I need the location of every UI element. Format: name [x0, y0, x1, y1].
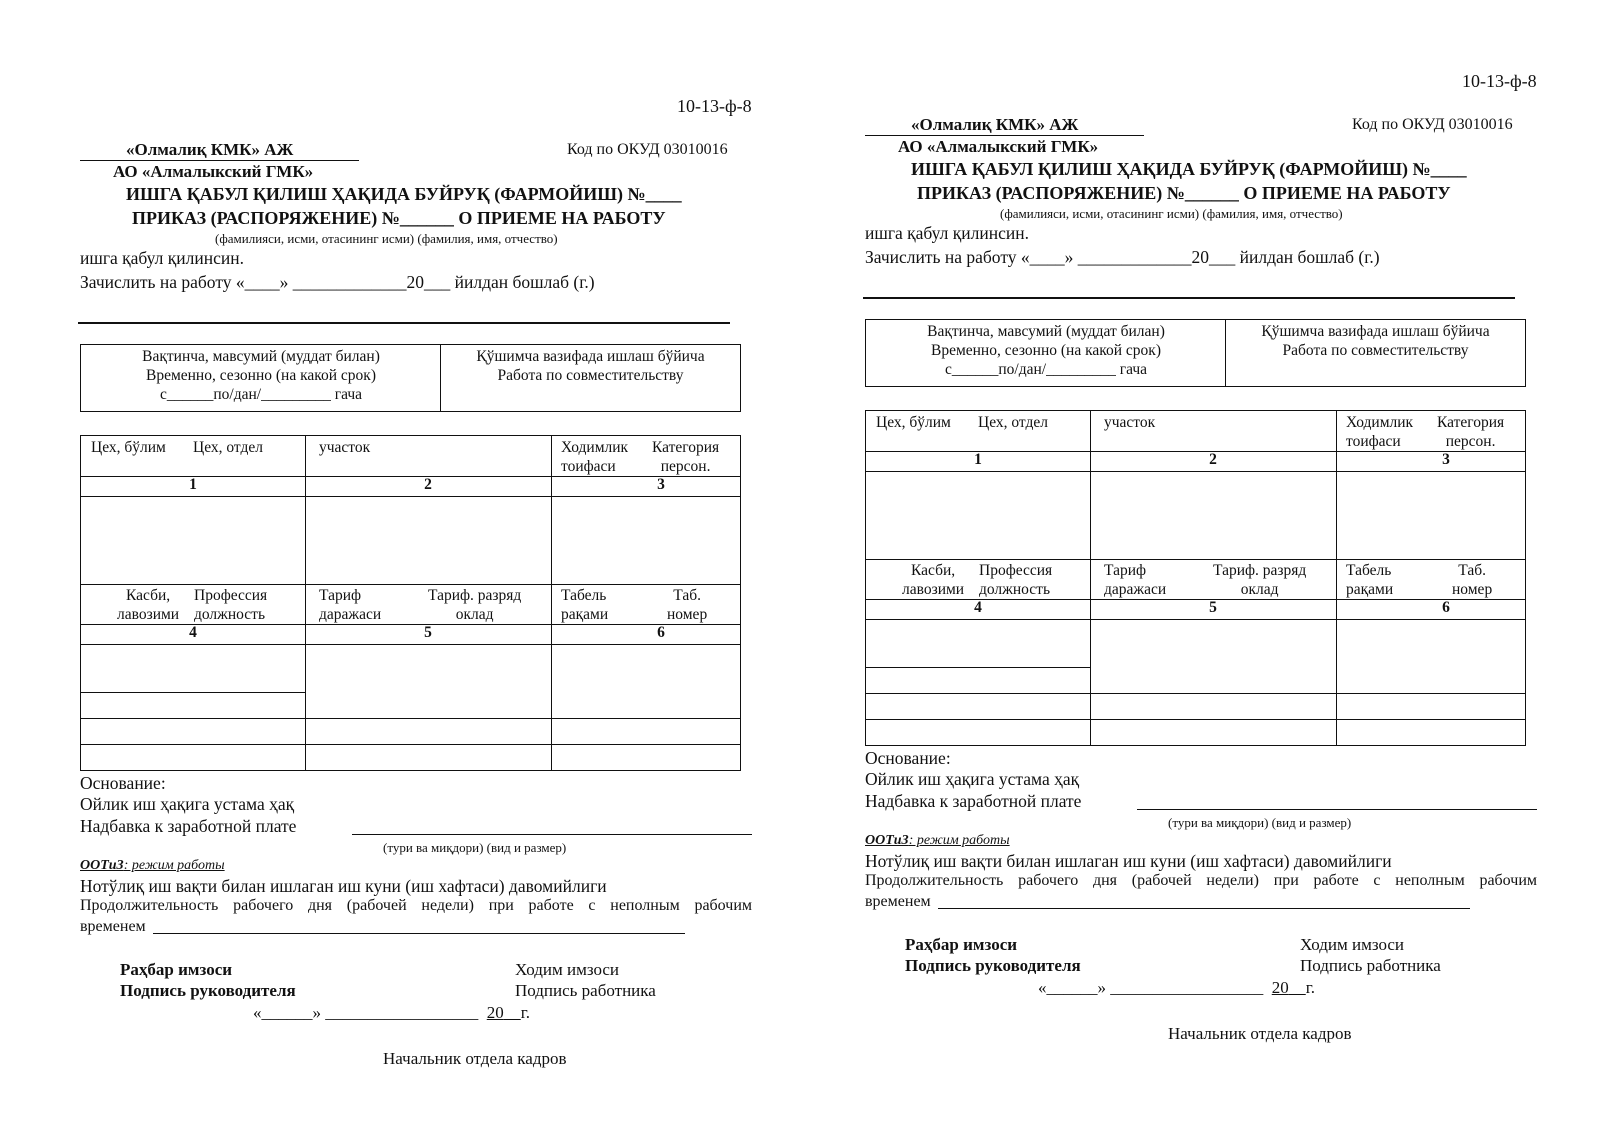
- duration-ru-2: временем: [865, 893, 931, 910]
- salary-uz: Ойлик иш ҳақига устама ҳақ: [80, 794, 295, 814]
- employee-signature-ru: Подпись работника: [515, 981, 656, 1000]
- order-title-ru: ПРИКАЗ (РАСПОРЯЖЕНИЕ) №______ О ПРИЕМЕ НА РАБОТУ: [132, 208, 666, 228]
- col-tariff-uz: Тариф даражаси: [1104, 562, 1167, 598]
- salary-rule: [1137, 809, 1537, 810]
- col-tabel-ru: Таб. номер: [667, 587, 708, 623]
- mode-label: OOTиЗ: режим работы: [865, 833, 1010, 848]
- duration-rule: [938, 908, 1470, 909]
- temporary-cell: [81, 345, 441, 411]
- employee-signature-ru: Подпись работника: [1300, 956, 1441, 975]
- org-name-ru: АО «Алмалыкский ГМК»: [898, 137, 1099, 156]
- col-dept-ru: Цех, отдел: [978, 414, 1048, 431]
- order-title-ru: ПРИКАЗ (РАСПОРЯЖЕНИЕ) №______ О ПРИЕМЕ НА РАБОТУ: [917, 183, 1451, 203]
- org-name-ru: АО «Алмалыкский ГМК»: [113, 162, 314, 181]
- enroll-line: Зачислить на работу «____» _____________20___ йилдан бошлаб (г.): [80, 272, 595, 292]
- col-profession-uz: Касби, лавозими: [902, 562, 965, 598]
- basis-label: Основание:: [80, 773, 166, 793]
- hr-head: Начальник отдела кадров: [383, 1049, 567, 1068]
- signature-date: «______» __________________ 20 г.: [253, 1003, 531, 1022]
- combination-cell: [441, 345, 740, 411]
- temporary-uz: Вақтинча, мавсумий (муддат билан): [927, 323, 1165, 340]
- col-dept-uz: Цех, бўлим: [876, 414, 951, 431]
- head-signature-ru: Подпись руководителя: [905, 956, 1081, 975]
- order-title-uz: ИШГА ҚАБУЛ ҚИЛИШ ҲАҚИДА БУЙРУҚ (ФАРМОЙИШ) №____: [126, 184, 682, 204]
- col-category-uz: Ходимлик тоифаси: [561, 439, 629, 475]
- col-category-ru: Категория персон.: [652, 439, 720, 475]
- salary-ru: Надбавка к заработной плате: [865, 791, 1082, 811]
- col-profession-ru: Профессия должность: [979, 562, 1053, 598]
- col-category-uz: Ходимлик тоифаси: [1346, 414, 1414, 450]
- mode-label: OOTиЗ: режим работы: [80, 858, 225, 873]
- col-num-6: 6: [657, 624, 665, 641]
- duration-rule: [153, 933, 685, 934]
- col-section: участок: [319, 439, 371, 456]
- kind-hint: (тури ва миқдори) (вид и размер): [1168, 815, 1352, 830]
- combination-ru: Работа по совместительству: [1282, 342, 1469, 359]
- employment-type-box: [865, 319, 1526, 387]
- employee-signature-uz: Ходим имзоси: [1300, 935, 1405, 954]
- col-num-1: 1: [974, 451, 982, 468]
- hr-head: Начальник отдела кадров: [1168, 1024, 1352, 1043]
- kind-hint: (тури ва миқдори) (вид и размер): [383, 840, 567, 855]
- form-code: 10-13-ф-8: [677, 96, 752, 116]
- col-num-5: 5: [424, 624, 432, 641]
- temporary-period: с______по/дан/_________ гача: [944, 361, 1147, 378]
- duration-uz: Нотўлиқ иш вақти билан ишлаган иш куни (иш хафтаси) давомийлиги: [80, 876, 607, 896]
- combination-uz: Қўшимча вазифада ишлаш бўйича: [1261, 323, 1490, 340]
- accept-text: ишга қабул қилинсин.: [865, 223, 1029, 243]
- name-rule: [863, 297, 1515, 299]
- name-rule: [78, 322, 730, 324]
- head-signature-uz: Раҳбар имзоси: [120, 960, 233, 979]
- okud-code: Код по ОКУД 03010016: [1352, 116, 1513, 133]
- salary-uz: Ойлик иш ҳақига устама ҳақ: [865, 769, 1080, 789]
- col-dept-uz: Цех, бўлим: [91, 439, 166, 456]
- employee-table: [865, 410, 1526, 746]
- col-tabel-uz: Табель рақами: [561, 587, 609, 623]
- col-num-3: 3: [657, 476, 665, 493]
- col-num-2: 2: [424, 476, 432, 493]
- temporary-cell: [866, 320, 1226, 386]
- signature-date: «______» __________________ 20 г.: [1038, 978, 1316, 997]
- name-hint: (фамилияси, исми, отасининг исми) (фамилия, имя, отчество): [1000, 206, 1343, 221]
- temporary-period: с______по/дан/_________ гача: [159, 386, 362, 403]
- col-category-ru: Категория персон.: [1437, 414, 1505, 450]
- org-name-uz: «Олмалиқ КМК» АЖ: [80, 140, 383, 161]
- duration-ru-2: временем: [80, 918, 146, 935]
- col-section: участок: [1104, 414, 1156, 431]
- name-hint: (фамилияси, исми, отасининг исми) (фамилия, имя, отчество): [215, 231, 558, 246]
- org-name-uz: «Олмалиқ КМК» АЖ: [865, 115, 1168, 136]
- col-num-3: 3: [1442, 451, 1450, 468]
- employment-type-box: [80, 344, 741, 412]
- combination-uz: Қўшимча вазифада ишлаш бўйича: [476, 348, 705, 365]
- col-tariff-ru: Тариф. разряд оклад: [428, 587, 522, 623]
- temporary-ru: Временно, сезонно (на какой срок): [145, 367, 376, 384]
- col-num-4: 4: [974, 599, 982, 616]
- col-tariff-uz: Тариф даражаси: [319, 587, 382, 623]
- head-signature-uz: Раҳбар имзоси: [905, 935, 1018, 954]
- col-num-2: 2: [1209, 451, 1217, 468]
- col-num-5: 5: [1209, 599, 1217, 616]
- form-code: 10-13-ф-8: [1462, 71, 1537, 91]
- employee-table: [80, 435, 741, 771]
- duration-uz: Нотўлиқ иш вақти билан ишлаган иш куни (иш хафтаси) давомийлиги: [865, 851, 1392, 871]
- col-profession-ru: Профессия должность: [194, 587, 268, 623]
- temporary-ru: Временно, сезонно (на какой срок): [930, 342, 1161, 359]
- basis-label: Основание:: [865, 748, 951, 768]
- head-signature-ru: Подпись руководителя: [120, 981, 296, 1000]
- col-num-4: 4: [189, 624, 197, 641]
- duration-ru: Продолжительность рабочего дня (рабочей недели) при работе с неполным рабочим: [865, 872, 1537, 889]
- col-tabel-ru: Таб. номер: [1452, 562, 1493, 598]
- col-tariff-ru: Тариф. разряд оклад: [1213, 562, 1307, 598]
- order-title-uz: ИШГА ҚАБУЛ ҚИЛИШ ҲАҚИДА БУЙРУҚ (ФАРМОЙИШ) №____: [911, 159, 1467, 179]
- col-num-1: 1: [189, 476, 197, 493]
- combination-ru: Работа по совместительству: [497, 367, 684, 384]
- col-tabel-uz: Табель рақами: [1346, 562, 1394, 598]
- accept-text: ишга қабул қилинсин.: [80, 248, 244, 268]
- col-dept-ru: Цех, отдел: [193, 439, 263, 456]
- salary-rule: [352, 834, 752, 835]
- employee-signature-uz: Ходим имзоси: [515, 960, 620, 979]
- salary-ru: Надбавка к заработной плате: [80, 816, 297, 836]
- col-profession-uz: Касби, лавозими: [117, 587, 180, 623]
- okud-code: Код по ОКУД 03010016: [567, 141, 728, 158]
- enroll-line: Зачислить на работу «____» _____________20___ йилдан бошлаб (г.): [865, 247, 1380, 267]
- duration-ru: Продолжительность рабочего дня (рабочей недели) при работе с неполным рабочим: [80, 897, 752, 914]
- combination-cell: [1226, 320, 1525, 386]
- temporary-uz: Вақтинча, мавсумий (муддат билан): [142, 348, 380, 365]
- col-num-6: 6: [1442, 599, 1450, 616]
